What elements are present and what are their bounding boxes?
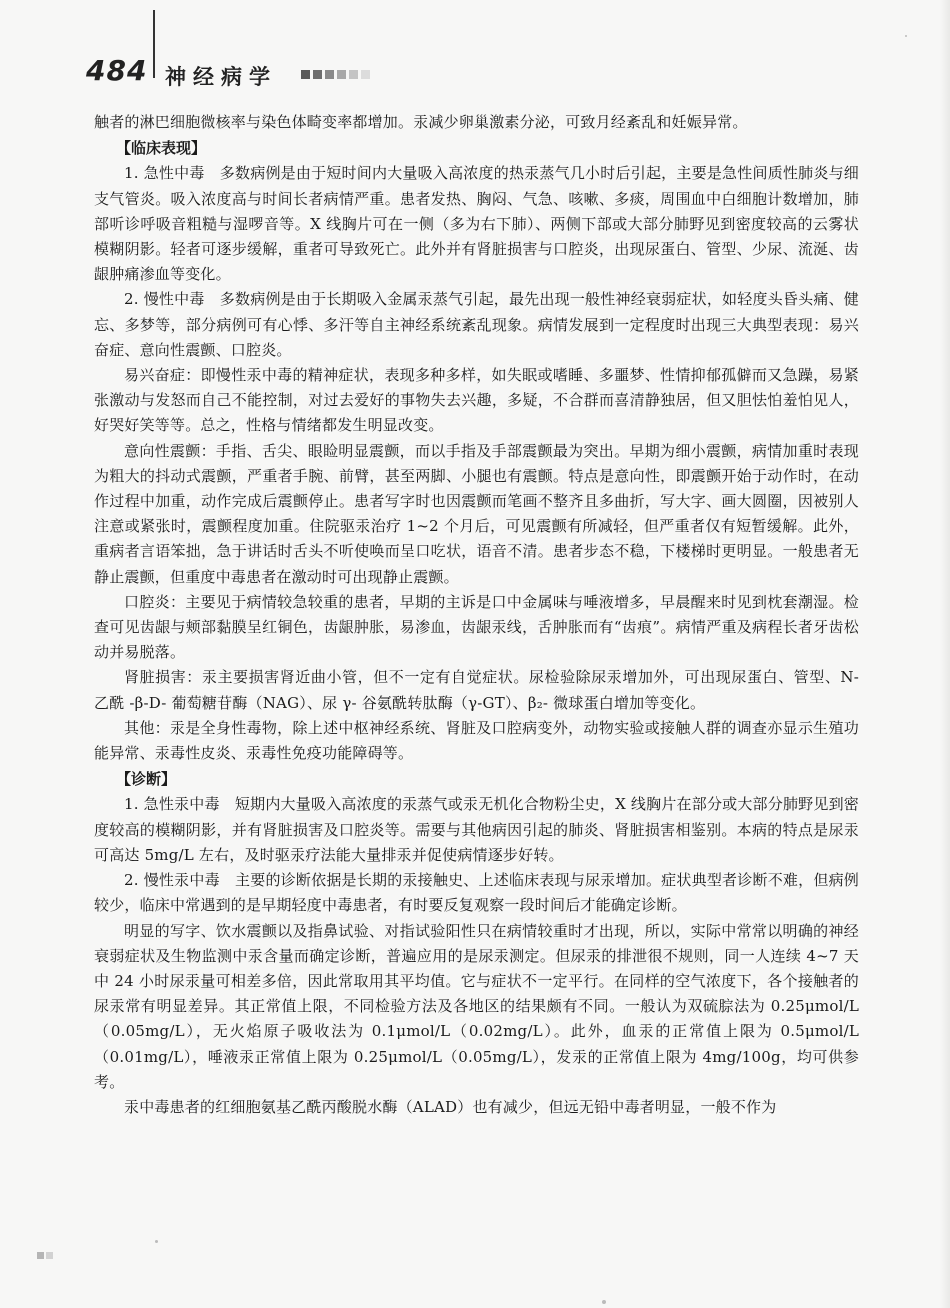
- paragraph: 2. 慢性中毒 多数病例是由于长期吸入金属汞蒸气引起，最先出现一般性神经衰弱症状，如轻度头昏头痛、健忘、多梦等，部分病例可有心悸、多汗等自主神经系统紊乱现象。病情发展到一定程度时出现三大典型表现：易兴奋症、意向性震颤、口腔炎。: [94, 290, 859, 359]
- page-edge: [940, 0, 950, 1308]
- footer-square: [46, 1252, 53, 1259]
- paragraph: 2. 慢性汞中毒 主要的诊断依据是长期的汞接触史、上述临床表现与尿汞增加。症状典型者诊断不难，但病例较少，临床中常遇到的是早期轻度中毒患者，有时要反复观察一段时间后才能确定诊断。: [94, 871, 859, 915]
- paragraph: 口腔炎：主要见于病情较急较重的患者，早期的主诉是口中金属味与唾液增多，早晨醒来时见到枕套潮湿。检查可见齿龈与颊部黏膜呈红铜色，齿龈肿胀，易渗血，齿龈汞线，舌肿胀而有“齿痕”。病情严重及病程长者牙齿松动并易脱落。: [94, 592, 859, 662]
- header-decoration: [301, 70, 373, 80]
- paragraph: 明显的写字、饮水震颤以及指鼻试验、对指试验阳性只在病情较重时才出现，所以，实际中常常以明确的神经衰弱症状及生物监测中汞含量而确定诊断，普遍应用的是尿汞测定。但尿汞的排泄很不规则，同一人连续 4~7 天中 24 小时尿汞量可相差多倍，因此常取用其平均值。它与症状不一定平行。在同样的空气浓度下，各个接触者的尿汞常有明显差异。其正常值上限，不同检验方法及各地区的结果颇有不同。一般认为双硫腙法为 0.25μmol/L（0.05mg/L），无火焰原子吸收法为 0.1μmol/L（0.02mg/L）。此外，血汞的正常值上限为 0.5μmol/L（0.01mg/L），唾液汞正常值上限为 0.25μmol/L（0.05mg/L），发汞的正常值上限为 4mg/100g，均可供参考。: [94, 921, 859, 1091]
- paragraph: 肾脏损害：汞主要损害肾近曲小管，但不一定有自觉症状。尿检验除尿汞增加外，可出现尿蛋白、管型、N- 乙酰 -β-D- 葡萄糖苷酶（NAG）、尿 γ- 谷氨酰转肽酶（γ-GT）、β₂- 微球蛋白增加等变化。: [94, 668, 859, 712]
- header-divider-line: [153, 10, 155, 78]
- decoration-square: [325, 70, 334, 79]
- scan-speck: [602, 1300, 606, 1304]
- decoration-square: [313, 70, 322, 79]
- paragraph: 触者的淋巴细胞微核率与染色体畸变率都增加。汞减少卵巢激素分泌，可致月经紊乱和妊娠异常。: [94, 113, 748, 131]
- section-heading: 【诊断】: [116, 770, 177, 789]
- footer-square: [37, 1252, 44, 1259]
- decoration-square: [361, 70, 370, 79]
- paragraph: 1. 急性汞中毒 短期内大量吸入高浓度的汞蒸气或汞无机化合物粉尘史，X 线胸片在部分或大部分肺野见到密度较高的模糊阴影，并有肾脏损害及口腔炎等。需要与其他病因引起的肺炎、肾脏损害相鉴别。本病的特点是尿汞可高达 5mg/L 左右，及时驱汞疗法能大量排汞并促使病情逐步好转。: [94, 795, 859, 864]
- scan-speck: [905, 35, 907, 37]
- page-body: [94, 110, 859, 1120]
- decoration-square: [349, 70, 358, 79]
- book-title: 神经病学: [165, 65, 277, 89]
- page-header: [0, 0, 950, 110]
- decoration-square: [301, 70, 310, 79]
- footer-decoration: [37, 1244, 55, 1263]
- paragraph: 汞中毒患者的红细胞氨基乙酰丙酸脱水酶（ALAD）也有减少，但远无铅中毒者明显，一般不作为: [124, 1097, 777, 1116]
- page-number: 484: [86, 54, 148, 87]
- paragraph: 意向性震颤：手指、舌尖、眼睑明显震颤，而以手指及手部震颤最为突出。早期为细小震颤，病情加重时表现为粗大的抖动式震颤，严重者手腕、前臂，甚至两脚、小腿也有震颤。特点是意向性，即震颤开始于动作时，在动作过程中加重，动作完成后震颤停止。患者写字时也因震颤而笔画不整齐且多曲折，写大字、画大圆圈，因被别人注意或紧张时，震颤程度加重。住院驱汞治疗 1~2 个月后，可见震颤有所减轻，但严重者仅有短暂缓解。此外，重病者言语笨拙，急于讲话时舌头不听使唤而呈口吃状，语音不清。患者步态不稳，下楼梯时更明显。一般患者无静止震颤，但重度中毒患者在激动时可出现静止震颤。: [94, 441, 859, 586]
- paragraph: 1. 急性中毒 多数病例是由于短时间内大量吸入高浓度的热汞蒸气几小时后引起，主要是急性间质性肺炎与细支气管炎。吸入浓度高与时间长者病情严重。患者发热、胸闷、气急、咳嗽、多痰，周围血中白细胞计数增加，肺部听诊呼吸音粗糙与湿啰音等。X 线胸片可在一侧（多为右下肺）、两侧下部或大部分肺野见到密度较高的云雾状模糊阴影。轻者可逐步缓解，重者可导致死亡。此外并有肾脏损害与口腔炎，出现尿蛋白、管型、少尿、流涎、齿龈肿痛渗血等变化。: [94, 164, 859, 284]
- decoration-square: [337, 70, 346, 79]
- paragraph: 易兴奋症：即慢性汞中毒的精神症状，表现多种多样，如失眠或嗜睡、多噩梦、性情抑郁孤僻而又急躁，易紧张激动与发怒而自己不能控制，对过去爱好的事物失去兴趣，多疑，不合群而喜清静独居，但又胆怯怕羞怕见人，好哭好笑等等。总之，性格与情绪都发生明显改变。: [94, 366, 859, 435]
- scan-speck: [155, 1240, 158, 1243]
- paragraph: 其他：汞是全身性毒物，除上述中枢神经系统、肾脏及口腔病变外，动物实验或接触人群的调查亦显示生殖功能异常、汞毒性皮炎、汞毒性免疫功能障碍等。: [94, 718, 859, 763]
- section-heading: 【临床表现】: [116, 139, 207, 158]
